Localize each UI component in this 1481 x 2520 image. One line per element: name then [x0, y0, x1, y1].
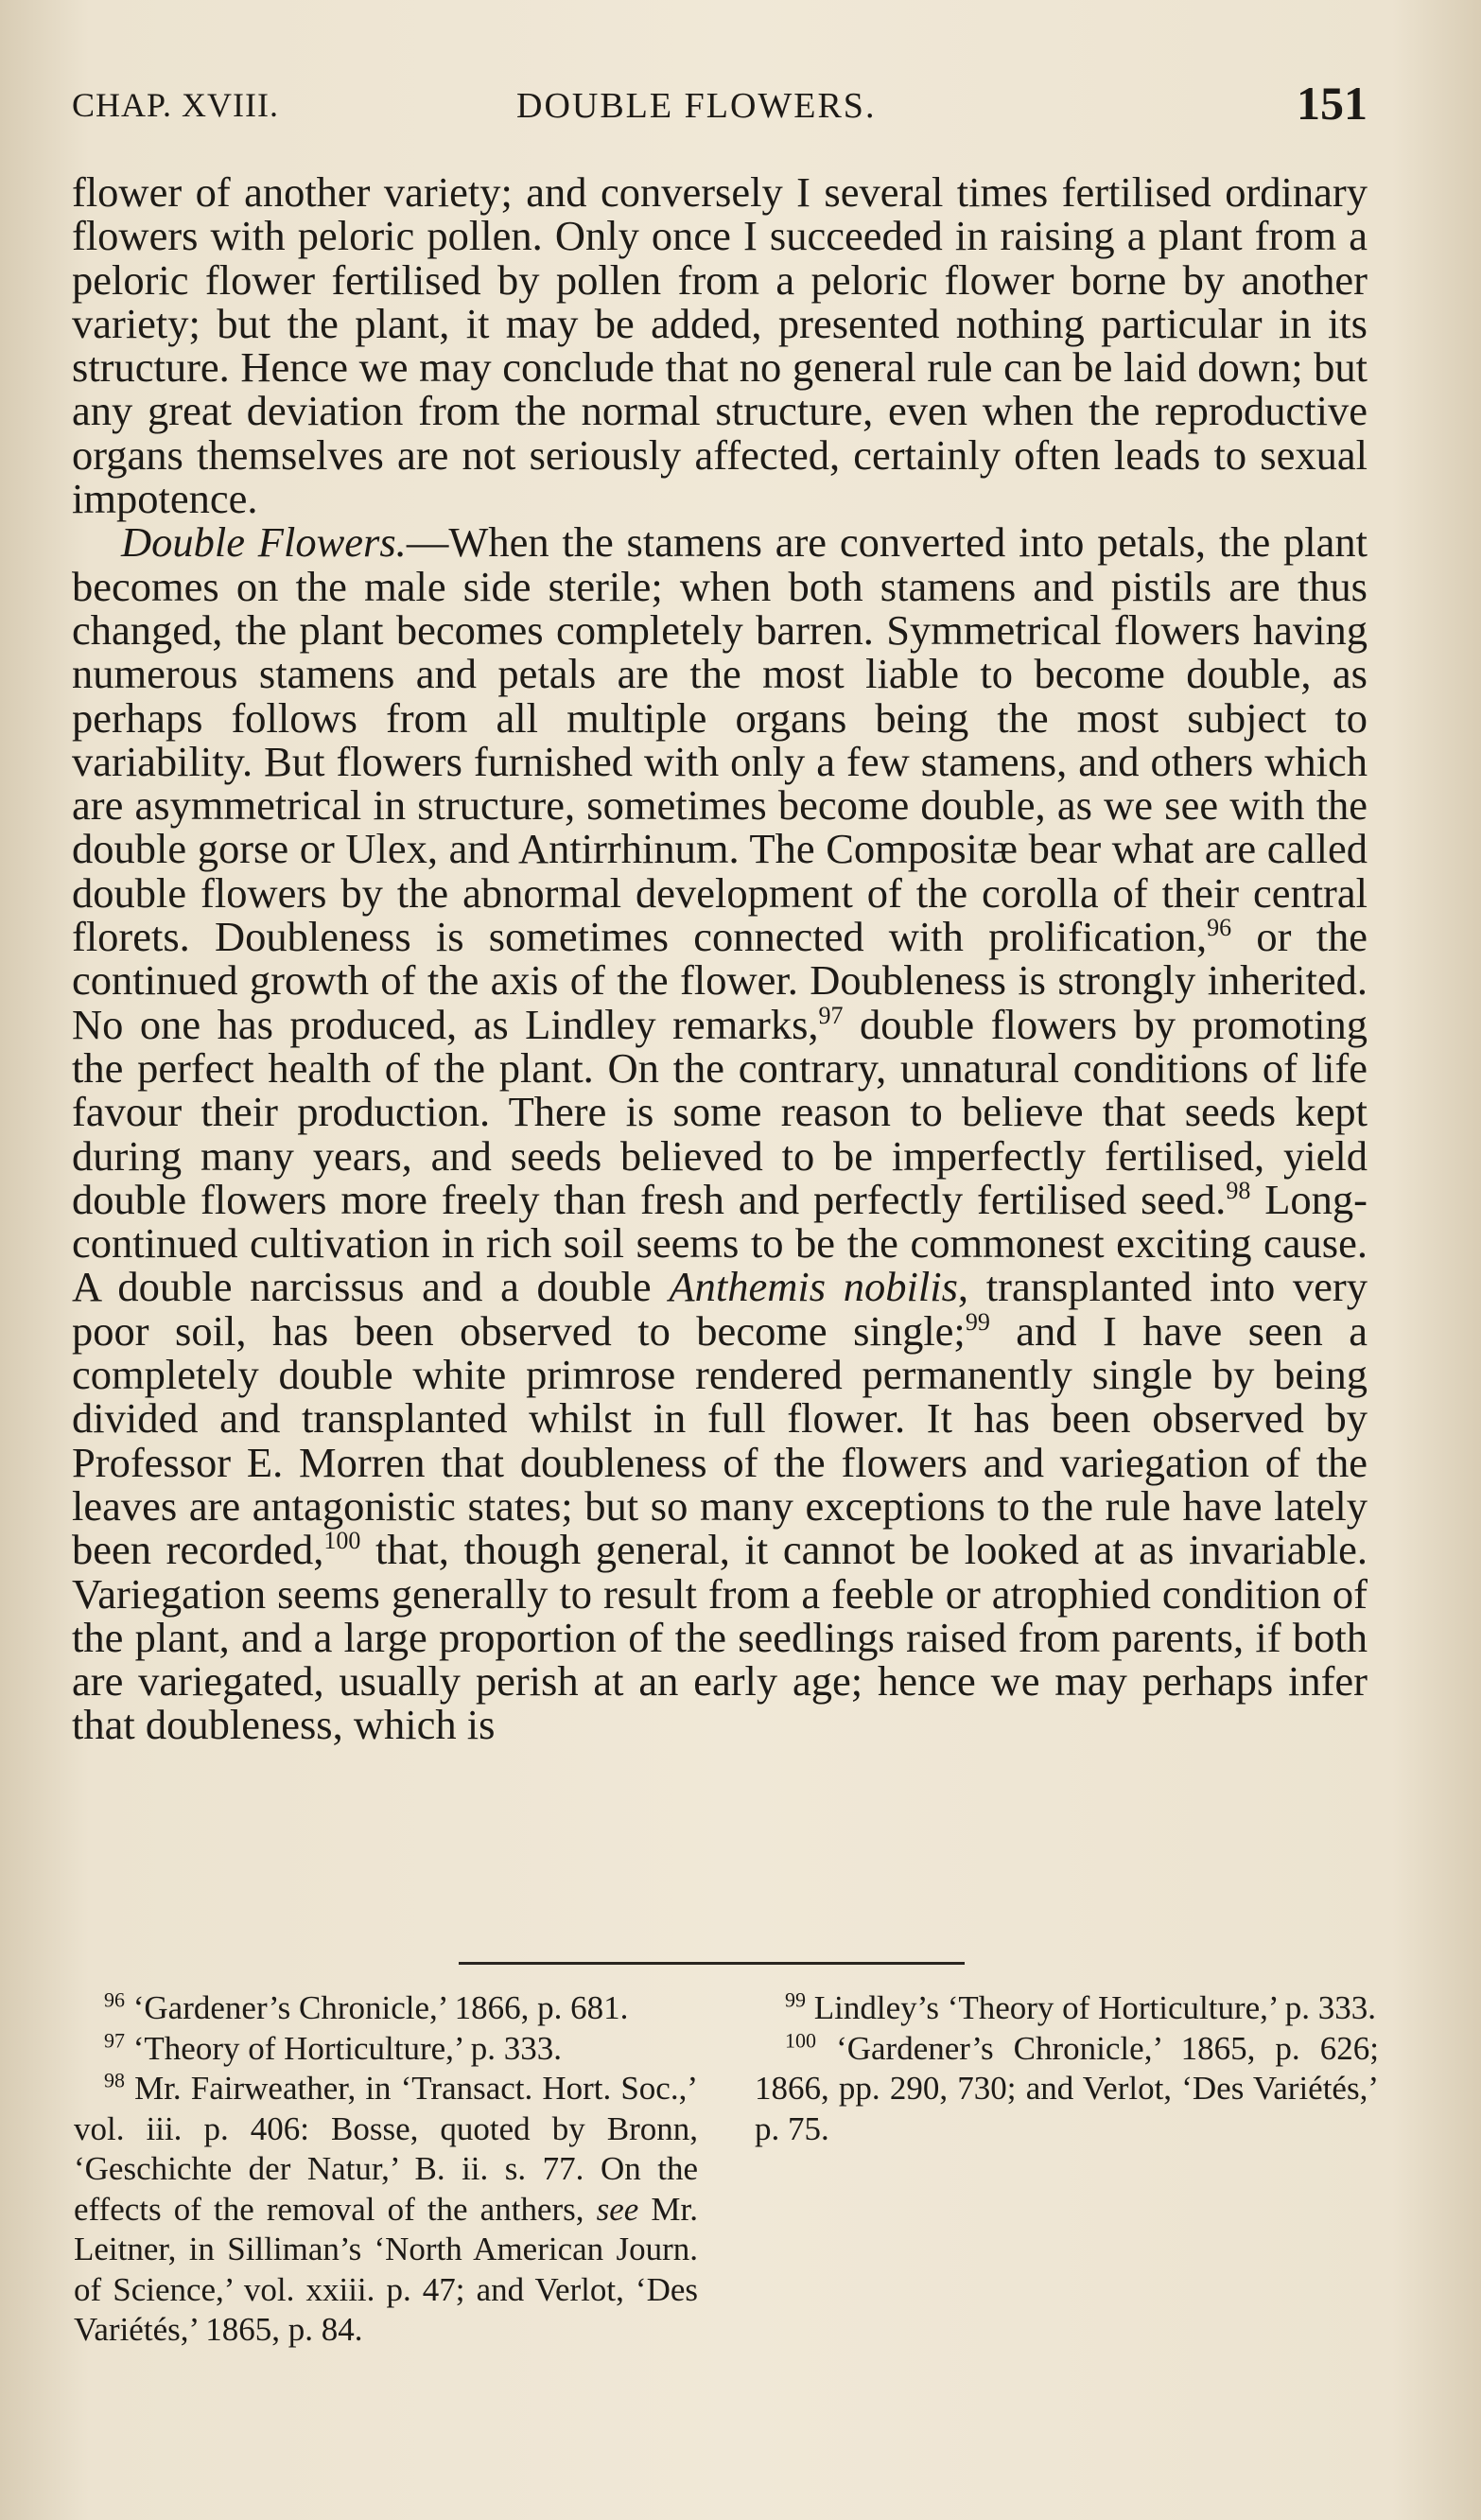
footnote-number: 100: [785, 2027, 816, 2052]
footnote-ref[interactable]: 96: [1207, 914, 1232, 942]
footnote-99: [755, 1988, 1379, 2029]
footnote-ref[interactable]: 97: [818, 1001, 844, 1029]
paragraph-text: and I have seen a completely double white primrose rendered permanently single by being divided and transplanted whilst in full flower. It has been observed by Professor E. Morren that doubleness of the flowers and variegation of the leaves are antagonistic states; but so many exceptions to the rule have lately been recorded,: [72, 1306, 1368, 1574]
footnotes-left-column: [74, 1988, 698, 2351]
footnote-number: 97: [104, 2027, 125, 2052]
paragraph-text: —When the stamens are converted into petals, the plant becomes on the male side sterile; when both stamens and pistils are thus changed, the plant becomes completely barren. Symmetrical flowers having numerous stamens and petals are the most liable to become double, as perhaps follows from all multiple organs being the most subject to variability. But flowers furnished with only a few stamens, and others which are asymmetrical in structure, sometimes become double, as we see with the double gorse or Ulex, and Antirrhinum. The Compositæ bear what are called double flowers by the abnormal development of the corolla of their central florets. Doubleness is sometimes connected with prolification,: [72, 518, 1368, 961]
footnote-ref[interactable]: 100: [323, 1527, 361, 1555]
paragraph-text: flower of another variety; and conversely I several times fertilised ordinary flowers with peloric pollen. Only once I succeeded in raising a plant from a peloric flower fertilised by pollen from a peloric flower borne by another variety; but the plant, it may be added, presented nothing particular in its structure. Hence we may conclude that no general rule can be laid down; but any great deviation from the normal structure, even when the reproductive organs themselves are not seriously affected, certainly often leads to sexual impotence.: [72, 168, 1368, 523]
main-text: [72, 170, 1368, 1747]
species-name: Anthemis nobilis: [669, 1263, 958, 1311]
section-heading: Double Flowers.: [121, 518, 407, 567]
paragraph-text: double flowers by promoting the perfect health of the plant. On the contrary, unnatural conditions of life favour their production. There is some reason to believe that seeds kept during many years, and seeds believed to be imperfectly fertilised, yield double flowers more freely than fresh and perfectly fertilised seed.: [72, 1000, 1368, 1223]
footnote-ref[interactable]: 99: [965, 1307, 990, 1336]
footnote-italic: see: [596, 2190, 639, 2228]
paragraph-text: or the continued growth of the axis of the flower. Doubleness is strongly inherited. No one has produced, as Lindley remarks,: [72, 913, 1368, 1048]
footnote-number: 99: [785, 1987, 806, 2012]
footnotes-right-column: [755, 1988, 1379, 2149]
chapter-label: CHAP. XVIII.: [72, 86, 279, 124]
footnote-96: [74, 1988, 698, 2029]
footnote-ref[interactable]: 98: [1226, 1177, 1251, 1204]
footnote-text: ‘Gardener’s Chronicle,’ 1866, p. 681.: [125, 1989, 629, 2026]
footnote-number: 98: [104, 2068, 125, 2092]
footnote-98: [74, 2069, 698, 2351]
footnote-100: [755, 2029, 1379, 2150]
footnote-text: Mr. Fairweather, in ‘Transact. Hort. Soc.,’ vol. iii. p. 406: Bosse, quoted by Bronn, ‘Geschichte der Natur,’ B. ii. s. 77. On the effects of the removal of the anthers,: [74, 2070, 698, 2228]
footnote-text: Lindley’s ‘Theory of Horticulture,’ p. 333.: [806, 1989, 1376, 2026]
footnote-text: ‘Theory of Horticulture,’ p. 333.: [125, 2029, 562, 2067]
paragraph-text: Long-continued cultivation in rich soil seems to be the commonest exciting cause. A double narcissus and a double: [72, 1175, 1368, 1311]
paragraph-text: that, though general, it cannot be looked at as invariable. Variegation seems generally to result from a feeble or atrophied condition of the plant, and a large proportion of the seedlings raised from parents, if both are variegated, usually perish at an early age; hence we may perhaps infer that doubleness, which is: [72, 1526, 1368, 1749]
running-title: DOUBLE FLOWERS.: [516, 86, 877, 126]
footnote-number: 96: [104, 1987, 125, 2012]
footnote-divider: [459, 1962, 965, 1965]
paragraph: [72, 168, 1368, 523]
footnote-text: ‘Gardener’s Chronicle,’ 1865, p. 626; 1866, pp. 290, 730; and Verlot, ‘Des Variétés,’ p. 75.: [755, 2029, 1379, 2147]
running-header: [72, 76, 1368, 151]
paragraph-double-flowers: [72, 518, 1368, 1749]
page-number: 151: [1297, 77, 1368, 130]
paragraph-text: , transplanted into very poor soil, has been observed to become single;: [72, 1263, 1368, 1355]
footnote-97: [74, 2029, 698, 2070]
footnote-text: Mr. Leitner, in Silliman’s ‘North American Journ. of Science,’ vol. xxiii. p. 47; and Verlot, ‘Des Variétés,’ 1865, p. 84.: [74, 2190, 698, 2348]
